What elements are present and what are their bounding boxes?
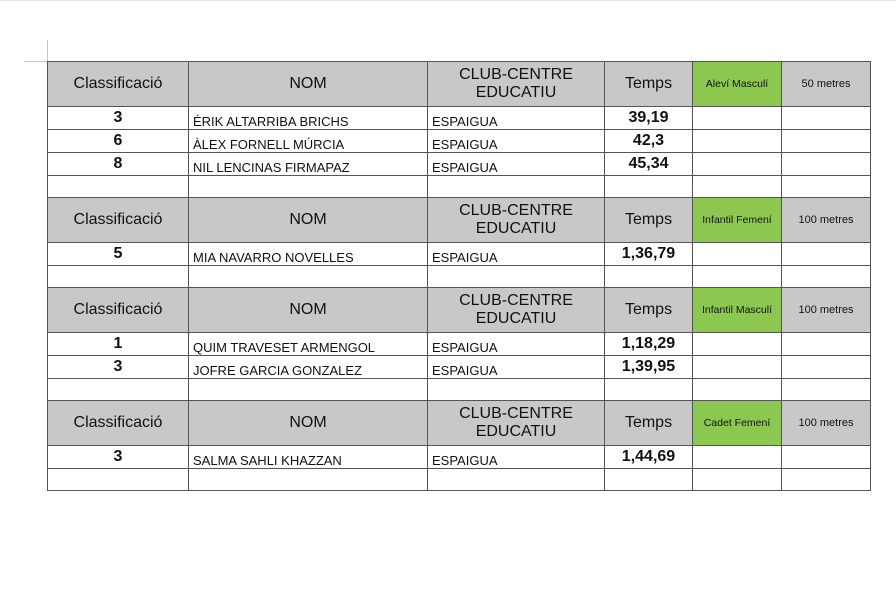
table-row: [48, 243, 871, 266]
empty-cell: [605, 266, 693, 288]
category-label: Infantil Masculí: [693, 288, 782, 333]
temps-header: Temps: [605, 198, 693, 243]
empty-cell: [605, 379, 693, 401]
blank-row: [48, 469, 871, 491]
classificacio-header: Classificació: [48, 401, 189, 446]
classificacio-header: Classificació: [48, 198, 189, 243]
time-cell: 45,34: [605, 153, 693, 176]
group-header-row: [48, 288, 871, 333]
empty-cell: [782, 176, 871, 198]
table-row: [48, 153, 871, 176]
empty-cell: [782, 469, 871, 491]
empty-cell: [48, 266, 189, 288]
empty-cell: [782, 130, 871, 153]
club-cell: ESPAIGUA: [428, 130, 605, 153]
empty-cell: [782, 243, 871, 266]
nom-header: NOM: [189, 62, 428, 107]
empty-cell: [693, 130, 782, 153]
club-header: CLUB-CENTRE EDUCATIU: [428, 288, 605, 333]
empty-cell: [605, 469, 693, 491]
club-header: CLUB-CENTRE EDUCATIU: [428, 62, 605, 107]
empty-cell: [693, 446, 782, 469]
blank-row: [48, 266, 871, 288]
empty-cell: [428, 176, 605, 198]
results-table-body: [48, 62, 871, 491]
empty-cell: [189, 266, 428, 288]
club-cell: ESPAIGUA: [428, 243, 605, 266]
nom-header: NOM: [189, 198, 428, 243]
empty-cell: [782, 356, 871, 379]
table-row: [48, 446, 871, 469]
empty-cell: [782, 333, 871, 356]
category-label: Cadet Femení: [693, 401, 782, 446]
club-header: CLUB-CENTRE EDUCATIU: [428, 401, 605, 446]
empty-cell: [428, 266, 605, 288]
empty-cell: [428, 379, 605, 401]
club-cell: ESPAIGUA: [428, 333, 605, 356]
temps-header: Temps: [605, 288, 693, 333]
results-table: [47, 61, 871, 491]
time-cell: 1,39,95: [605, 356, 693, 379]
time-cell: 1,44,69: [605, 446, 693, 469]
distance-label: 100 metres: [782, 401, 871, 446]
position-cell: 3: [48, 446, 189, 469]
name-cell: JOFRE GARCIA GONZALEZ: [189, 356, 428, 379]
empty-cell: [428, 469, 605, 491]
nom-header: NOM: [189, 401, 428, 446]
time-cell: 42,3: [605, 130, 693, 153]
group-header-row: [48, 198, 871, 243]
empty-cell: [189, 379, 428, 401]
empty-cell: [48, 176, 189, 198]
empty-cell: [782, 266, 871, 288]
page-top-border: [0, 0, 896, 1]
empty-cell: [782, 107, 871, 130]
empty-cell: [693, 266, 782, 288]
name-cell: QUIM TRAVESET ARMENGOL: [189, 333, 428, 356]
table-row: [48, 130, 871, 153]
position-cell: 1: [48, 333, 189, 356]
margin-crop-mark: [24, 61, 47, 62]
blank-row: [48, 176, 871, 198]
empty-cell: [693, 107, 782, 130]
empty-cell: [693, 153, 782, 176]
empty-cell: [693, 243, 782, 266]
group-header-row: [48, 401, 871, 446]
empty-cell: [693, 176, 782, 198]
club-cell: ESPAIGUA: [428, 446, 605, 469]
classificacio-header: Classificació: [48, 62, 189, 107]
table-row: [48, 356, 871, 379]
name-cell: MIA NAVARRO NOVELLES: [189, 243, 428, 266]
club-cell: ESPAIGUA: [428, 107, 605, 130]
empty-cell: [605, 176, 693, 198]
empty-cell: [48, 469, 189, 491]
table-row: [48, 333, 871, 356]
blank-row: [48, 379, 871, 401]
margin-crop-mark: [47, 40, 48, 61]
distance-label: 50 metres: [782, 62, 871, 107]
club-cell: ESPAIGUA: [428, 356, 605, 379]
position-cell: 5: [48, 243, 189, 266]
category-label: Aleví Masculí: [693, 62, 782, 107]
position-cell: 8: [48, 153, 189, 176]
name-cell: ÉRIK ALTARRIBA BRICHS: [189, 107, 428, 130]
empty-cell: [189, 176, 428, 198]
time-cell: 39,19: [605, 107, 693, 130]
empty-cell: [782, 379, 871, 401]
time-cell: 1,18,29: [605, 333, 693, 356]
position-cell: 6: [48, 130, 189, 153]
empty-cell: [189, 469, 428, 491]
time-cell: 1,36,79: [605, 243, 693, 266]
temps-header: Temps: [605, 62, 693, 107]
name-cell: ÀLEX FORNELL MÚRCIA: [189, 130, 428, 153]
club-header: CLUB-CENTRE EDUCATIU: [428, 198, 605, 243]
empty-cell: [693, 469, 782, 491]
empty-cell: [782, 153, 871, 176]
empty-cell: [693, 333, 782, 356]
name-cell: SALMA SAHLI KHAZZAN: [189, 446, 428, 469]
classificacio-header: Classificació: [48, 288, 189, 333]
position-cell: 3: [48, 356, 189, 379]
category-label: Infantil Femení: [693, 198, 782, 243]
club-cell: ESPAIGUA: [428, 153, 605, 176]
empty-cell: [782, 446, 871, 469]
name-cell: NIL LENCINAS FIRMAPAZ: [189, 153, 428, 176]
temps-header: Temps: [605, 401, 693, 446]
empty-cell: [693, 379, 782, 401]
table-row: [48, 107, 871, 130]
distance-label: 100 metres: [782, 198, 871, 243]
empty-cell: [48, 379, 189, 401]
empty-cell: [693, 356, 782, 379]
nom-header: NOM: [189, 288, 428, 333]
group-header-row: [48, 62, 871, 107]
position-cell: 3: [48, 107, 189, 130]
distance-label: 100 metres: [782, 288, 871, 333]
